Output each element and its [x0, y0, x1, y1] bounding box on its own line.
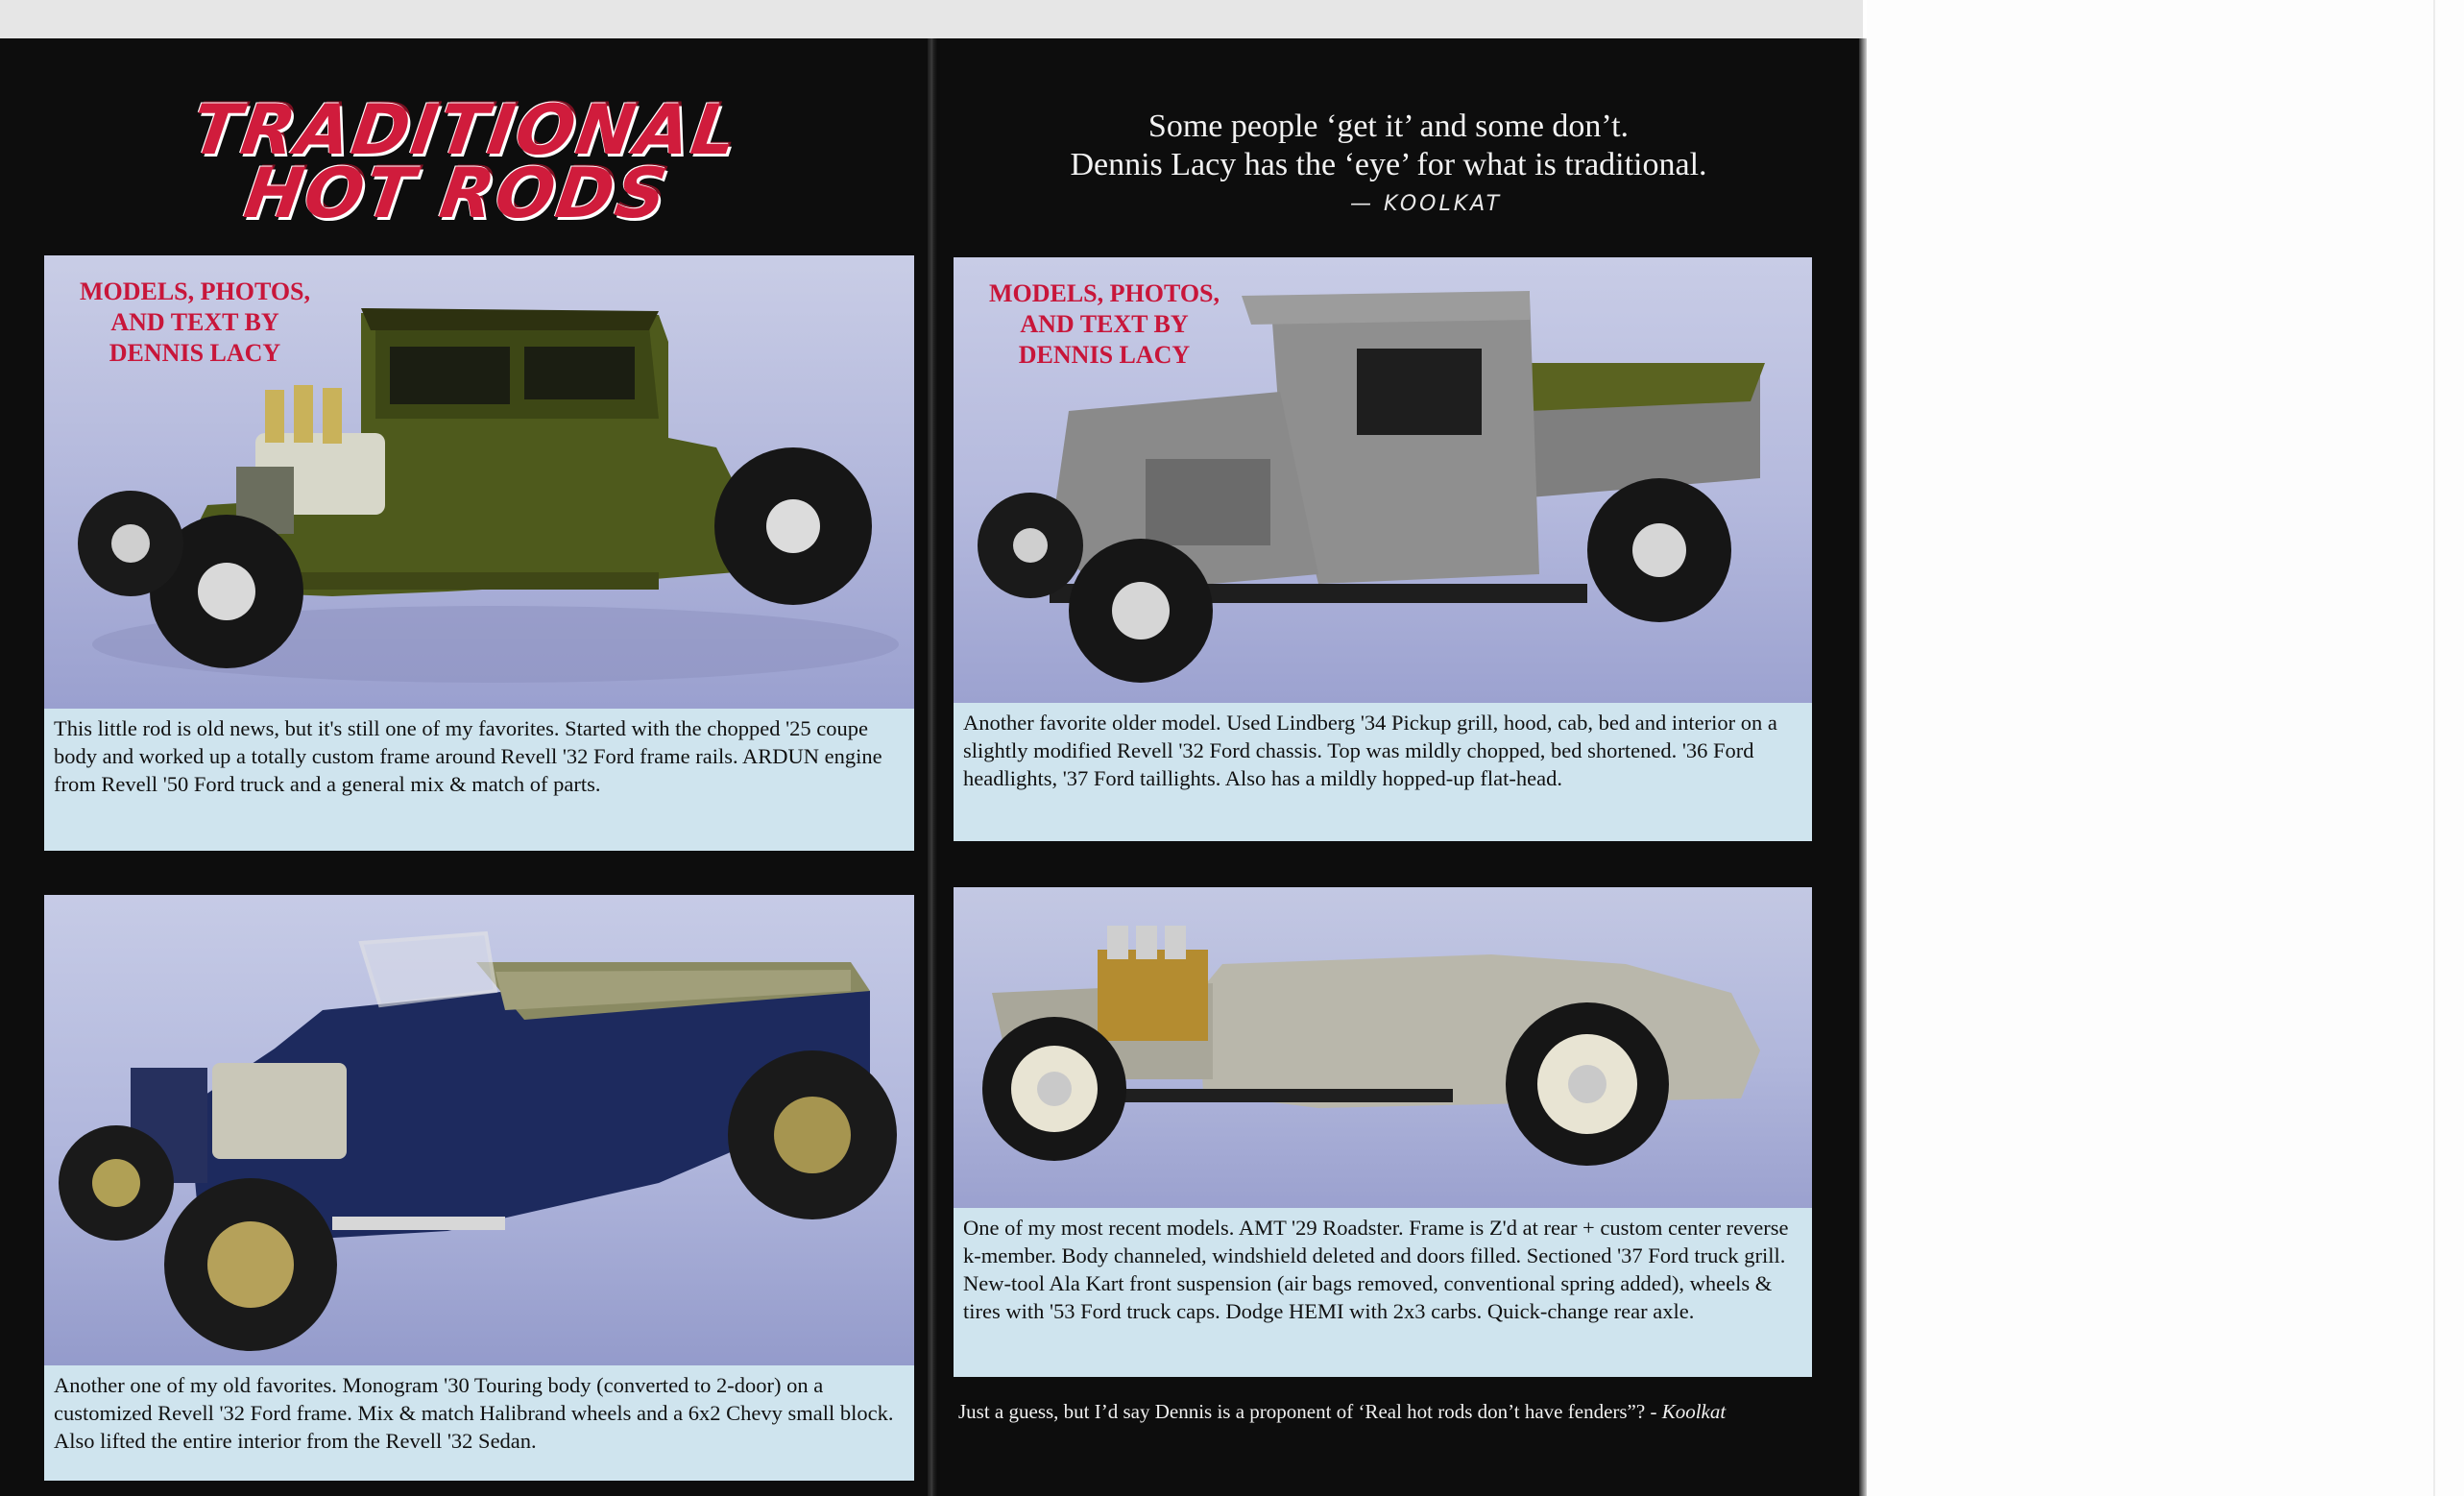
touring-caption: Another one of my old favorites. Monogram '30 Touring body (converted to 2-door) on a customized Revell '32 Ford frame. Mix & match Halibrand wheels and a 6x2 Chevy small block. Also lifted the entire interior from the Revell '32 Sedan. [44, 1365, 914, 1481]
magazine-spread [0, 38, 1859, 1496]
touring-panel [44, 895, 914, 1481]
scanner-margin [0, 0, 1863, 38]
roadster-caption: One of my most recent models. AMT '29 Roadster. Frame is Z'd at rear + custom center reverse k-member. Body channeled, windshield deleted and doors filled. Sectioned '37 Ford truck grill. New-tool Ala Kart front suspension (air bags removed, conventional spring added), wheels & tires with '53 Ford truck caps. Dodge HEMI with 2x3 carbs. Quick-change rear axle. [954, 1208, 1812, 1377]
roadster-photo [954, 887, 1812, 1208]
pickup-photo [954, 257, 1812, 703]
pickup-panel [954, 257, 1812, 878]
photo-credit: MODELS, PHOTOS, AND TEXT BY DENNIS LACY [988, 279, 1220, 369]
coupe-caption: This little rod is old news, but it's still one of my favorites. Started with the chopped '25 coupe body and worked up a totally custom frame around Revell '32 Ford frame rails. ARDUN engine from Revell '50 Ford truck and a general mix & match of parts. [44, 709, 914, 851]
roadster-panel [954, 887, 1812, 1419]
pickup-caption: Another favorite older model. Used Lindberg '34 Pickup grill, hood, cab, bed and interior on a slightly modified Revell '32 Ford chassis. Top was mildly chopped, bed shortened. '36 Ford headlights, '37 Ford taillights. Also has a mildly hopped-up flat-head. [954, 703, 1812, 841]
page-edge [1859, 38, 1867, 1496]
left-page [0, 38, 928, 1496]
quote-line-2: Dennis Lacy has the ‘eye’ for what is traditional. [1070, 147, 1707, 182]
right-page [937, 38, 1859, 1496]
pull-quote [995, 108, 1782, 184]
signature: — KOOLKAT [1350, 192, 1503, 216]
binding-gutter [928, 38, 937, 1496]
title-line-2: HOT RODS [239, 153, 674, 233]
article-title [30, 89, 893, 233]
touring-photo [44, 895, 914, 1365]
photo-credit: MODELS, PHOTOS, AND TEXT BY DENNIS LACY [79, 277, 311, 367]
footnote-author: Koolkat [1661, 1400, 1727, 1423]
quote-line-1: Some people ‘get it’ and some don’t. [1147, 109, 1630, 144]
paper-crease [2433, 0, 2435, 1496]
coupe-photo [44, 255, 914, 709]
title-line-1: TRADITIONAL [186, 89, 744, 170]
footnote [958, 1400, 1842, 1424]
blank-facing-sheet [1867, 0, 2464, 1496]
coupe-panel [44, 255, 914, 851]
footnote-text: Just a guess, but I’d say Dennis is a proponent of ‘Real hot rods don’t have fenders”? - [958, 1400, 1662, 1423]
